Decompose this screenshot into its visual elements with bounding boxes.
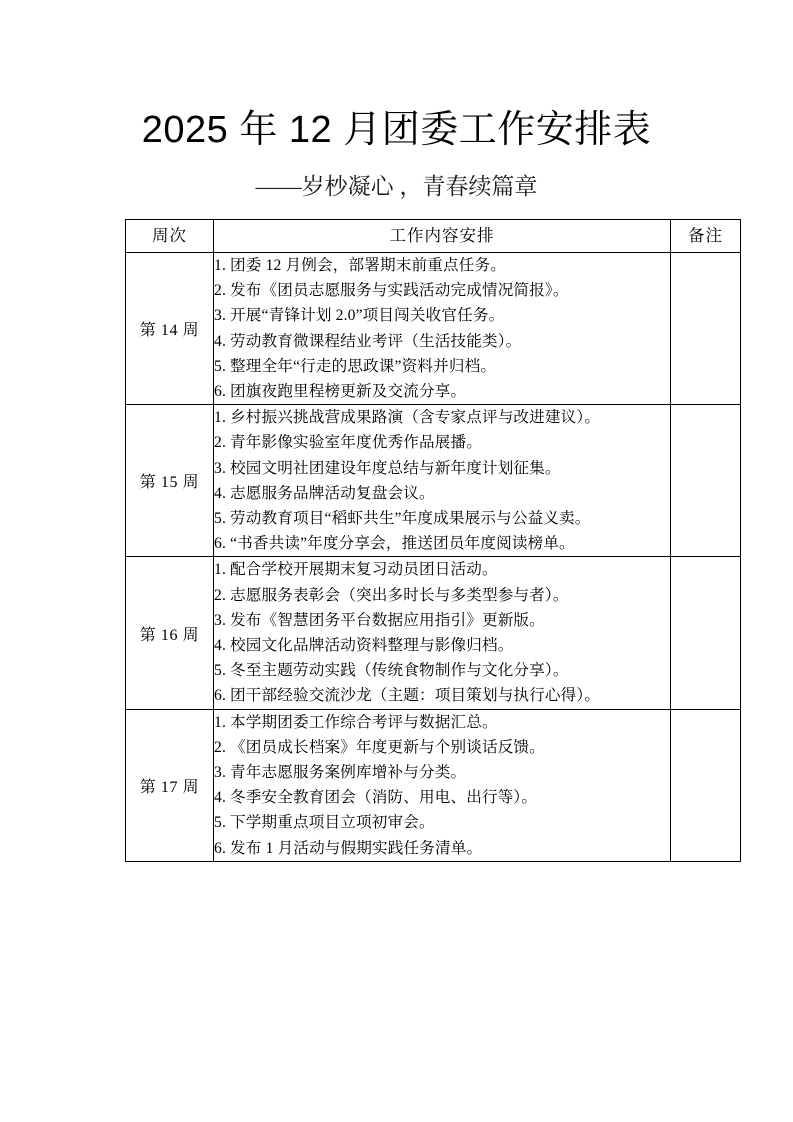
work-content-cell <box>214 253 671 405</box>
task-list <box>214 557 670 708</box>
table-row <box>126 253 741 405</box>
schedule-table <box>125 219 741 862</box>
title-block <box>0 0 793 202</box>
work-content-cell <box>214 557 671 709</box>
week-label-cell: 第 14 周 <box>126 253 214 405</box>
page-title: 2025 年 12 月团委工作安排表 <box>141 109 652 151</box>
column-header-week: 周次 <box>126 220 214 253</box>
note-cell <box>671 557 741 709</box>
week-label-cell: 第 16 周 <box>126 557 214 709</box>
task-item: 4. 劳动教育微课程结业考评（生活技能类）。 <box>214 332 522 350</box>
task-item: 6. 团旗夜跑里程榜更新及交流分享。 <box>214 383 467 401</box>
task-item: 5. 下学期重点项目立项初审会。 <box>214 814 435 832</box>
task-item: 1. 本学期团委工作综合考评与数据汇总。 <box>214 713 498 731</box>
week-label-cell: 第 17 周 <box>126 709 214 861</box>
task-item: 3. 校园文明社团建设年度总结与新年度计划征集。 <box>214 459 561 477</box>
task-item: 2. 《团员成长档案》年度更新与个别谈话反馈。 <box>214 738 545 756</box>
week-label-cell: 第 15 周 <box>126 405 214 557</box>
task-item: 5. 劳动教育项目“稻虾共生”年度成果展示与公益义卖。 <box>214 510 591 528</box>
schedule-table-wrapper <box>0 219 793 862</box>
work-content-cell <box>214 405 671 557</box>
task-list <box>214 253 670 404</box>
table-header <box>126 220 741 253</box>
table-header-row <box>126 220 741 253</box>
task-item: 3. 发布《智慧团务平台数据应用指引》更新版。 <box>214 611 545 629</box>
task-item: 2. 青年影像实验室年度优秀作品展播。 <box>214 434 482 452</box>
note-cell <box>671 405 741 557</box>
task-item: 3. 开展“青锋计划 2.0”项目闯关收官任务。 <box>214 307 505 325</box>
column-header-note: 备注 <box>671 220 741 253</box>
task-item: 4. 校园文化品牌活动资料整理与影像归档。 <box>214 637 514 655</box>
task-item: 6. 发布 1 月活动与假期实践任务清单。 <box>214 839 483 857</box>
work-content-cell <box>214 709 671 861</box>
table-row <box>126 709 741 861</box>
task-item: 4. 志愿服务品牌活动复盘会议。 <box>214 484 435 502</box>
task-list <box>214 405 670 556</box>
page-subtitle: ——岁杪凝心 ，青春续篇章 <box>255 174 538 199</box>
task-item: 5. 整理全年“行走的思政课”资料并归档。 <box>214 357 497 375</box>
task-item: 5. 冬至主题劳动实践（传统食物制作与文化分享）。 <box>214 662 569 680</box>
task-item: 6. 团干部经验交流沙龙（主题：项目策划与执行心得）。 <box>214 687 601 705</box>
task-item: 6. “书香共读”年度分享会，推送团员年度阅读榜单。 <box>214 535 575 553</box>
task-list <box>214 710 670 861</box>
task-item: 1. 配合学校开展期末复习动员团日活动。 <box>214 561 498 579</box>
table-body <box>126 253 741 862</box>
task-item: 1. 乡村振兴挑战营成果路演（含专家点评与改进建议）。 <box>214 409 601 427</box>
task-item: 1. 团委 12 月例会，部署期末前重点任务。 <box>214 257 506 274</box>
task-item: 2. 发布《团员志愿服务与实践活动完成情况简报》。 <box>214 282 569 300</box>
table-row <box>126 405 741 557</box>
task-item: 2. 志愿服务表彰会（突出多时长与多类型参与者）。 <box>214 586 569 604</box>
note-cell <box>671 253 741 405</box>
column-header-content: 工作内容安排 <box>214 220 671 253</box>
task-item: 4. 冬季安全教育团会（消防、用电、出行等）。 <box>214 789 538 807</box>
task-item: 3. 青年志愿服务案例库增补与分类。 <box>214 764 467 782</box>
table-row <box>126 557 741 709</box>
note-cell <box>671 709 741 861</box>
